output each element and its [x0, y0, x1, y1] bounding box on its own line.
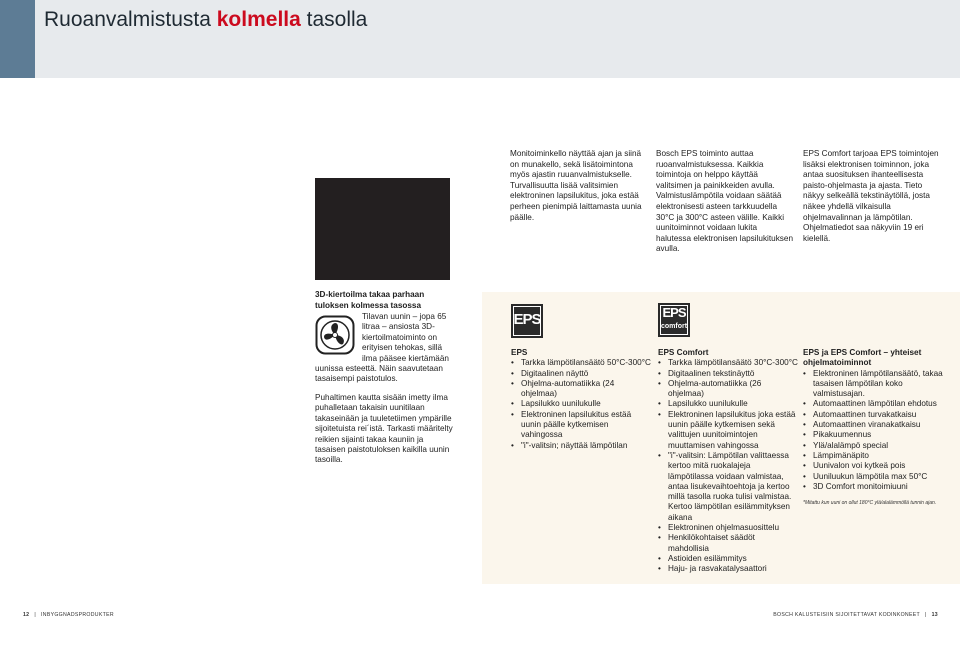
list-item: • Automaattinen viranakatkaisu	[803, 420, 946, 430]
page-number: 12	[23, 612, 30, 618]
page-number: 13	[931, 612, 938, 618]
eps-comfort-logo-top: EPS	[662, 305, 686, 320]
page-header	[0, 0, 960, 78]
intro-text: Bosch EPS toiminto auttaa ruoanvalmistuksessa. Kaikkia toimintoja on helppo käyttää valitsimen ja painikkeiden avulla. Valmistuslämpötila voidaan säätää elektronisesti asteen tarkkuudella 30°C ja 300°C asteen välille. Kaikki uunitoiminnot voidaan lukita halutessa elektronisen lapsilukituksen avulla.	[656, 149, 793, 254]
feature-list-title: EPS ja EPS Comfort – yhteiset ohjelmatoiminnot	[803, 348, 922, 368]
footer-section-label: BOSCH KALUSTEISIIN SIJOITETTAVAT KODINKONEET	[773, 612, 920, 618]
intro-column-eps	[656, 149, 793, 255]
list-item: • Uunivalon voi kytkeä pois	[803, 461, 946, 471]
section-intro-3d	[315, 312, 451, 385]
feature-items	[658, 358, 798, 574]
feature-list-eps-comfort	[658, 348, 798, 575]
page-title	[44, 8, 367, 32]
intro-column-timer	[510, 149, 645, 223]
list-item: • Tarkka lämpötilansäätö 50°C-300°C	[511, 358, 651, 368]
list-item: • Elektroninen lämpötilansäätö, takaa tasaisen lämpötilan koko valmistusajan.	[803, 369, 946, 400]
list-item: • Elektroninen lapsilukitus estää uunin päälle kytkemisen vahingossa	[511, 410, 651, 441]
header-accent-bar	[0, 0, 35, 78]
footer-separator: |	[924, 612, 927, 618]
footer-section-label: INBYGGNADSPRODUKTER	[41, 612, 114, 618]
list-item: • Digitaalinen tekstinäyttö	[658, 369, 798, 379]
intro-text: EPS Comfort tarjoaa EPS toimintojen lisäksi elektronisen toiminnon, joka antaa suosituksen ihanteellisesta paisto-ohjelmasta ja ajasta. Tieto näkyy selkeällä tekstinäytöllä, josta näkee yhdellä vilkaisulla ohjelmavalinnan ja lämpötilan. Ohjelmatiedot saa näkyviin 19 eri kielellä.	[803, 149, 939, 243]
list-item: • Automaattinen lämpötilan ehdotus	[803, 399, 946, 409]
list-item: • Astioiden esilämmitys	[658, 554, 798, 564]
list-item: • "i"-valitsin; näyttää lämpötilan	[511, 441, 651, 451]
list-item: • Lapsilukko uunilukulle	[658, 399, 798, 409]
eps-comfort-logo	[658, 303, 690, 337]
eps-logo	[511, 304, 543, 338]
feature-list-eps	[511, 348, 651, 451]
eps-comfort-logo-bottom: comfort	[660, 323, 688, 330]
eps-logo-text: EPS	[513, 311, 541, 328]
list-item: • Lämpimänäpito	[803, 451, 946, 461]
list-item: • Digitaalinen näyttö	[511, 369, 651, 379]
feature-items	[803, 369, 946, 493]
intro-column-eps-comfort	[803, 149, 943, 244]
list-item: • Tarkka lämpötilansäätö 30°C-300°C	[658, 358, 798, 368]
intro-text: Monitoiminkello näyttää ajan ja siinä on munakello, sekä lisätoimintona myös ajastin ruuanvalmistukselle. Turvallisuutta lisää valitsimien elektroninen lapsilukitus, joka estää perheen pienimpiä laittamasta uunia päälle.	[510, 149, 642, 222]
footer-separator: |	[34, 612, 37, 618]
title-part: Ruoanvalmistusta	[44, 8, 217, 31]
list-item: • Elektroninen lapsilukitus joka estää uunin päälle kytkemisen sekä valittujen uunitoimintojen muuttamisen vahingossa	[658, 410, 798, 451]
product-photo	[315, 178, 450, 280]
feature-list-common	[803, 348, 946, 506]
list-item: • Pikakuumennus	[803, 430, 946, 440]
list-item: • "i"-valitsin: Lämpötilan valittaessa kertoo mitä ruokalajeja lämpötilassa voidaan valmistaa, antaa lisukevaihtoehtoja ja kertoo millä tasolla ruoka tulisi valmistaa. Kertoo lämpötilan esilämmityksen aikana	[658, 451, 798, 523]
title-part-end: tasolla	[300, 8, 368, 31]
list-item: • Ohjelma-automatiikka (26 ohjelmaa)	[658, 379, 798, 400]
footnote: *Mitattu kun uuni on ollut 180°C ylä/alalämmöllä tunnin ajan.	[803, 500, 937, 507]
title-highlight: kolmella	[216, 8, 301, 31]
list-item: • Henkilökohtaiset säädöt mahdollisia	[658, 533, 798, 554]
intro-rest-text: uunissa esteettä. Näin saavutetaan tasaisempi paistotulos.	[315, 364, 443, 384]
footer-left	[23, 612, 114, 618]
list-item: • Elektroninen ohjelmasuosittelu	[658, 523, 798, 533]
list-item: • Lapsilukko uunilukulle	[511, 399, 651, 409]
list-item: • Ohjelma-automatiikka (24 ohjelmaa)	[511, 379, 651, 400]
list-item: • Haju- ja rasvakatalysaattori	[658, 564, 798, 574]
section-body-3d: Puhaltimen kautta sisään imetty ilma puhalletaan takaisin uunitilaan takaseinään ja tuuletetiimen ympärille sijoitetuista rei´istä. Tarkasti määritelty reikien sijainti takaa kauniin ja tasaisen paistotuloksen kaikilla uunin tasoilla.	[315, 393, 453, 465]
feature-items	[511, 358, 651, 451]
feature-list-title: EPS Comfort	[658, 348, 709, 357]
section-heading-3d: 3D-kiertoilma takaa parhaan tuloksen kolmessa tasossa	[315, 290, 425, 310]
footer-right	[773, 612, 938, 618]
feature-list-title: EPS	[511, 348, 528, 357]
intro-indented-text: Tilavan uunin – jopa 65 litraa – ansiosta 3D-kiertoilmatoiminto on erityisen tehokas, sillä ilma pääsee kiertämään	[362, 312, 449, 363]
list-item: • Uuniluukun lämpötila max 50°C	[803, 472, 946, 482]
list-item: • 3D Comfort monitoimiuuni	[803, 482, 946, 492]
list-item: • Ylä/alalämpö special	[803, 441, 946, 451]
list-item: • Automaattinen turvakatkaisu	[803, 410, 946, 420]
